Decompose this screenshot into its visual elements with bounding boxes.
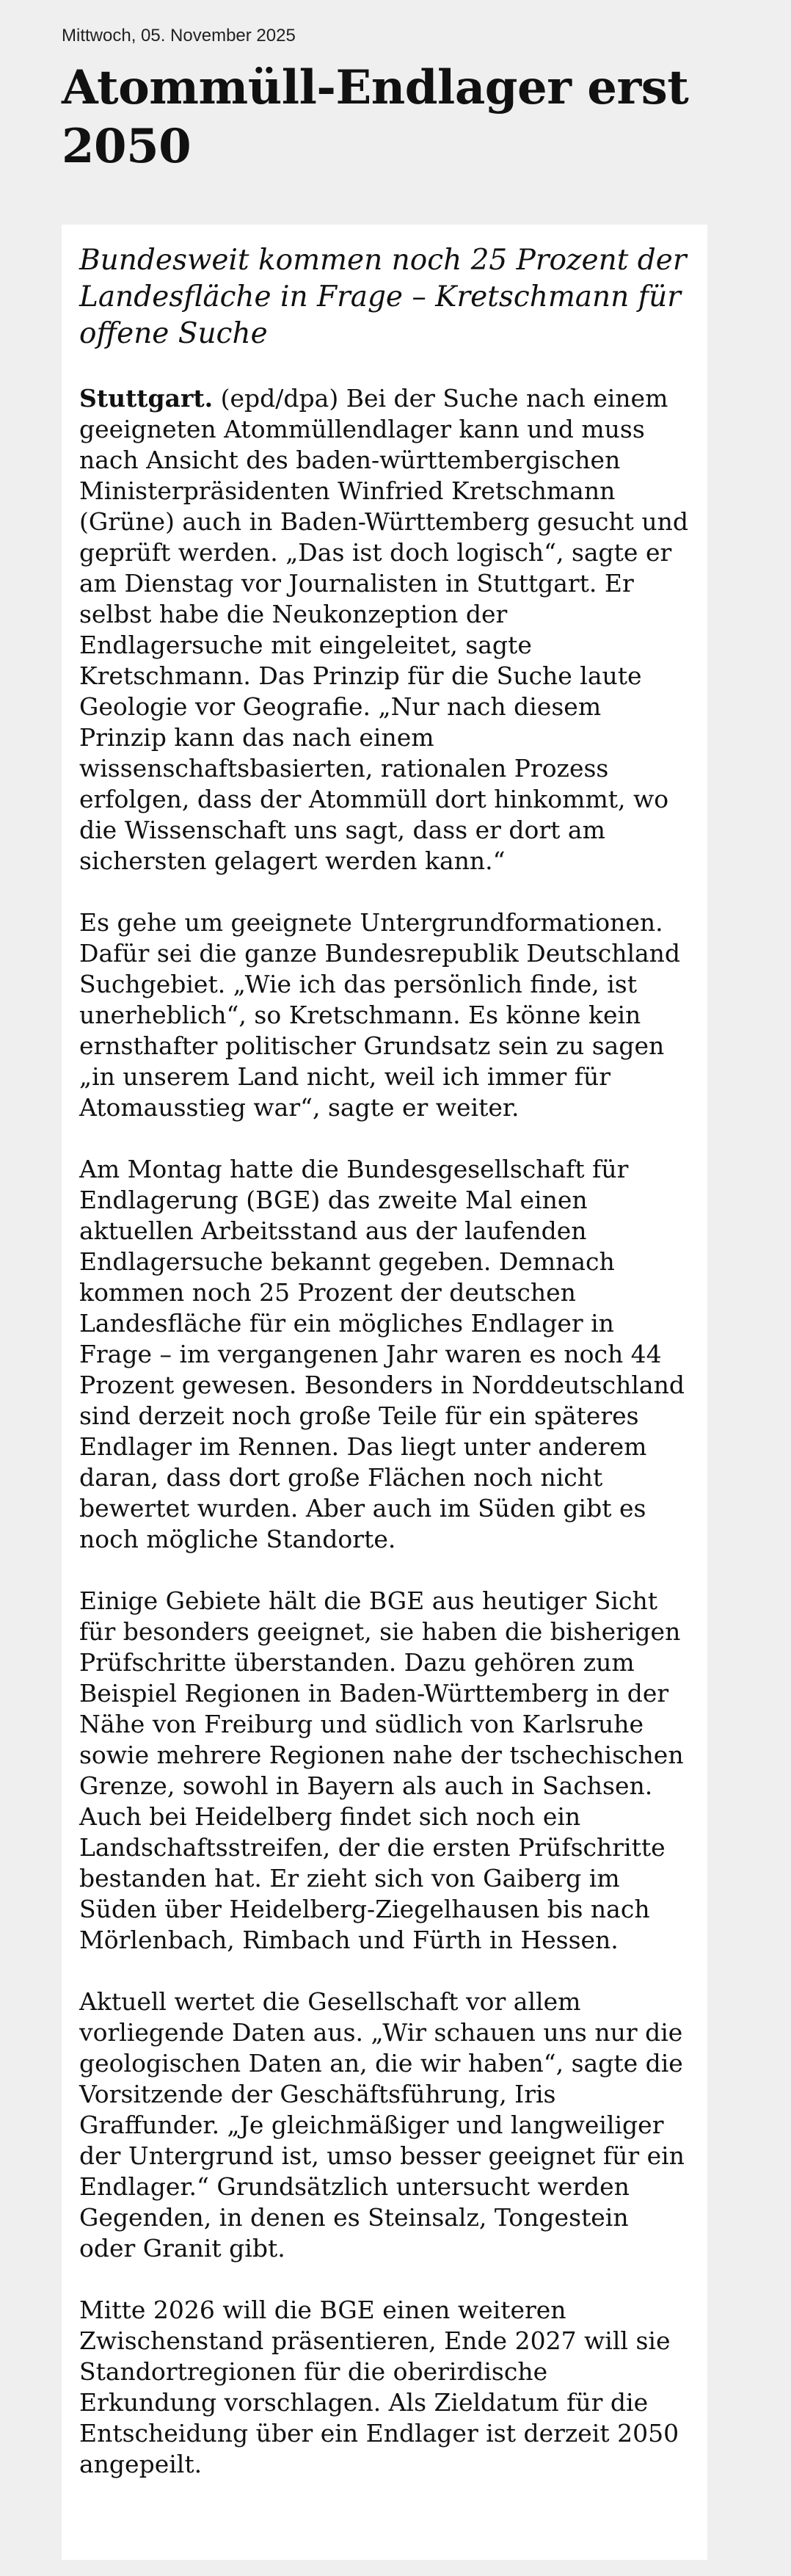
article-paragraph: Am Montag hatte die Bundesgesellschaft für Endlagerung (BGE) das zweite Mal einen aktuellen Arbeitsstand aus der laufenden Endlagersuche bekannt gegeben. Demnach kommen noch 25 Prozent der deutschen Landesfläche für ein mögliches Endlager in Frage – im vergangenen Jahr waren es noch 44 Prozent gewesen. Besonders in Norddeutschland sind derzeit noch große Teile für ein späteres Endlager im Rennen. Das liegt unter anderem daran, dass dort große Flächen noch nicht bewertet wurden. Aber auch im Süden gibt es noch mögliche Standorte. [79,1155,685,1553]
lead-text: (epd/dpa) Bei der Suche nach einem geeigneten Atommüllendlager kann und muss nach Ansicht des baden-württembergischen Ministerpräsidenten Winfried Kretschmann (Grüne) auch in Baden-Württemberg gesucht und geprüft werden. „Das ist doch logisch“, sagte er am Dienstag vor Journalisten in Stuttgart. Er selbst habe die Neukonzeption der Endlagersuche mit eingeleitet, sagte Kretschmann. Das Prinzip für die Suche laute Geologie vor Geografie. „Nur nach diesem Prinzip kann das nach einem wissenschaftsbasierten, rationalen Prozess erfolgen, dass der Atommüll dort hinkommt, wo die Wissenschaft uns sagt, dass er dort am sichersten gelagert werden kann.“ [79,384,688,875]
article-paragraph: Es gehe um geeignete Untergrundformationen. Dafür sei die ganze Bundesrepublik Deutschland Suchgebiet. „Wie ich das persönlich finde, ist unerheblich“, so Kretschmann. Es könne kein ernsthafter politischer Grundsatz sein zu sagen „in unserem Land nicht, weil ich immer für Atomausstieg war“, sagte er weiter. [79,908,681,1122]
article-paragraph-lead [79,383,690,877]
article-card [62,225,707,2560]
publication-date: Mittwoch, 05. November 2025 [62,26,296,46]
article-subtitle: Bundesweit kommen noch 25 Prozent der Landesfläche in Frage – Kretschmann für offene Suche [79,244,687,350]
article-paragraph: Einige Gebiete hält die BGE aus heutiger Sicht für besonders geeignet, sie haben die bisherigen Prüfschritte überstanden. Dazu gehören zum Beispiel Regionen in Baden-Württemberg in der Nähe von Freiburg und südlich von Karlsruhe sowie mehrere Regionen nahe der tschechischen Grenze, sowohl in Bayern als auch in Sachsen. Auch bei Heidelberg findet sich noch ein Landschaftsstreifen, der die ersten Prüfschritte bestanden hat. Er zieht sich von Gaiberg im Süden über Heidelberg-Ziegelhausen bis nach Mörlenbach, Rimbach und Fürth in Hessen. [79,1586,684,1954]
article-body [62,225,707,2480]
article-paragraph: Mitte 2026 will die BGE einen weiteren Zwischenstand präsentieren, Ende 2027 will sie Standortregionen für die oberirdische Erkundung vorschlagen. Als Zieldatum für die Entscheidung über ein Endlager ist derzeit 2050 angepeilt. [79,2296,679,2478]
dateline: Stuttgart. [79,384,214,413]
article-headline: Atommüll-Endlager erst 2050 [62,60,689,174]
article-paragraph: Aktuell wertet die Gesellschaft vor allem vorliegende Daten aus. „Wir schauen uns nur die geologischen Daten an, die wir haben“, sagte die Vorsitzende der Geschäftsführung, Iris Graffunder. „Je gleichmäßiger und langweiliger der Untergrund ist, umso besser geeignet für ein Endlager.“ Grundsätzlich untersucht werden Gegenden, in denen es Steinsalz, Tongestein oder Granit gibt. [79,1987,685,2263]
